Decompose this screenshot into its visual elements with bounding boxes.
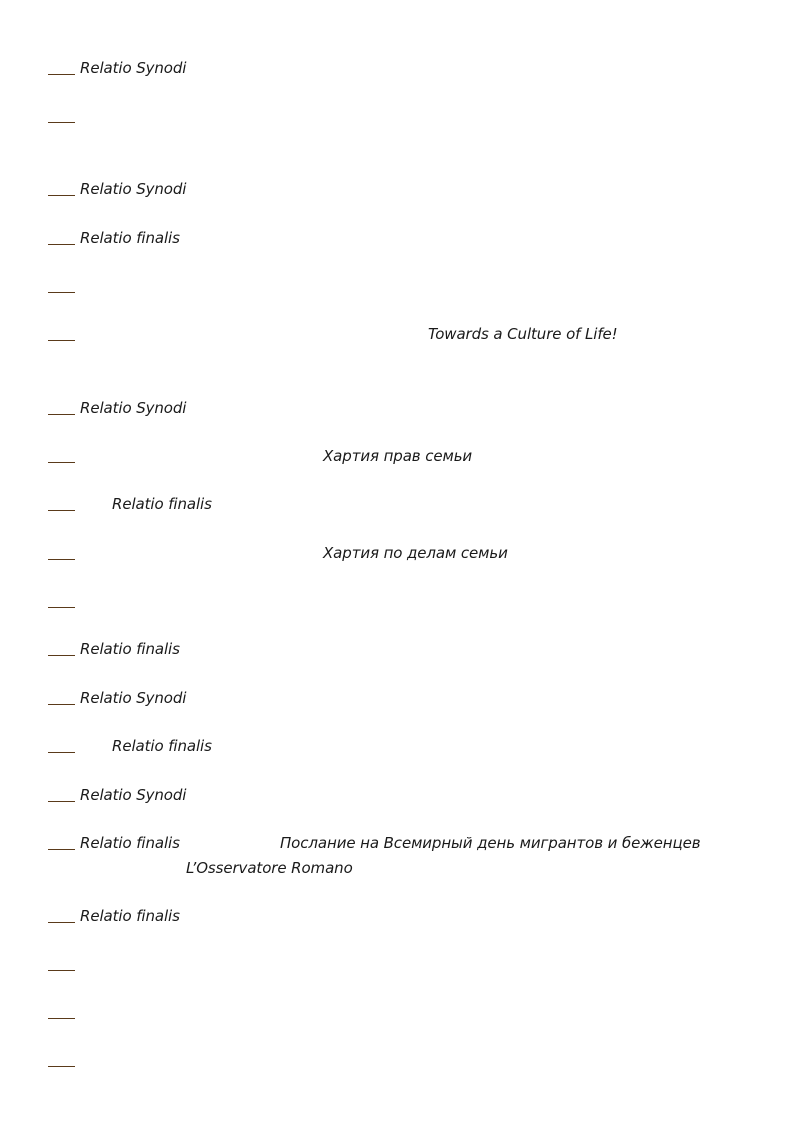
blank-line [48,195,75,196]
blank-line [48,849,75,850]
citation-title: Relatio Synodi [80,786,187,804]
citation-title: Relatio finalis [112,495,212,513]
blank-line [48,340,75,341]
blank-line [48,922,75,923]
blank-line [48,292,75,293]
citation-title: Relatio Synodi [80,180,187,198]
blank-line [48,655,75,656]
citation-title: Послание на Всемирный день мигрантов и беженцев [280,834,701,852]
blank-line [48,244,75,245]
blank-line [48,801,75,802]
citation-title: Relatio finalis [80,640,180,658]
blank-line [48,414,75,415]
blank-line [48,510,75,511]
citation-title: Relatio Synodi [80,399,187,417]
blank-line [48,122,75,123]
citation-title: Relatio Synodi [80,59,187,77]
citation-title: Towards a Culture of Life! [428,325,618,343]
citation-title: Relatio Synodi [80,689,187,707]
citation-title: Relatio finalis [80,229,180,247]
citation-title: Relatio finalis [80,834,180,852]
blank-line [48,607,75,608]
citation-title: L’Osservatore Romano [186,859,353,877]
citation-title: Хартия прав семьи [323,447,473,465]
blank-line [48,462,75,463]
blank-line [48,1018,75,1019]
blank-line [48,1066,75,1067]
blank-line [48,752,75,753]
blank-line [48,559,75,560]
citation-title: Relatio finalis [80,907,180,925]
blank-line [48,74,75,75]
citation-title: Relatio finalis [112,737,212,755]
citation-title: Хартия по делам семьи [323,544,508,562]
blank-line [48,704,75,705]
blank-line [48,970,75,971]
